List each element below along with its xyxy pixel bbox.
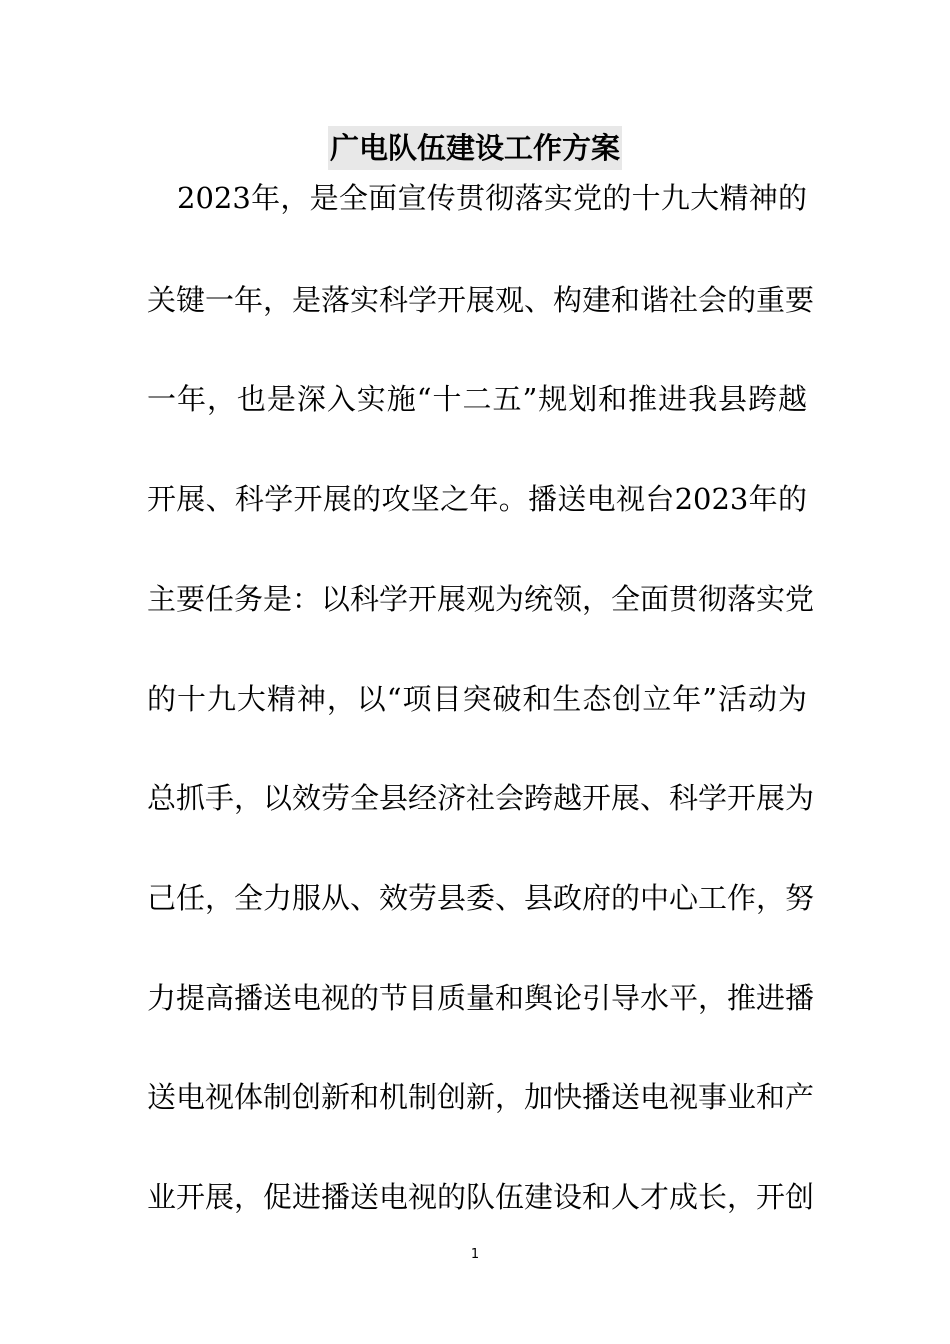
paragraph-line: 关键一年，是落实科学开展观、构建和谐社会的重要 — [147, 283, 815, 317]
paragraph-line: 一年，也是深入实施“十二五”规划和推进我县跨越 — [147, 382, 807, 416]
paragraph-line: 2023年，是全面宣传贯彻落实党的十九大精神的 — [177, 181, 807, 215]
paragraph-line: 力提高播送电视的节目质量和舆论引导水平，推进播 — [147, 981, 815, 1015]
document-title: 广电队伍建设工作方案 — [328, 126, 622, 170]
paragraph-line: 己任，全力服从、效劳县委、县政府的中心工作，努 — [147, 881, 815, 915]
paragraph-line: 业开展，促进播送电视的队伍建设和人才成长，开创 — [147, 1180, 815, 1214]
paragraph-line: 的十九大精神，以“项目突破和生态创立年”活动为 — [147, 682, 807, 716]
paragraph-line: 主要任务是：以科学开展观为统领，全面贯彻落实党 — [147, 582, 815, 616]
paragraph-line: 送电视体制创新和机制创新，加快播送电视事业和产 — [147, 1080, 815, 1114]
title-container — [0, 126, 950, 170]
paragraph-line: 总抓手，以效劳全县经济社会跨越开展、科学开展为 — [147, 781, 815, 815]
page-number: 1 — [470, 1247, 480, 1262]
paragraph-line: 开展、科学开展的攻坚之年。播送电视台2023年的 — [147, 482, 807, 516]
